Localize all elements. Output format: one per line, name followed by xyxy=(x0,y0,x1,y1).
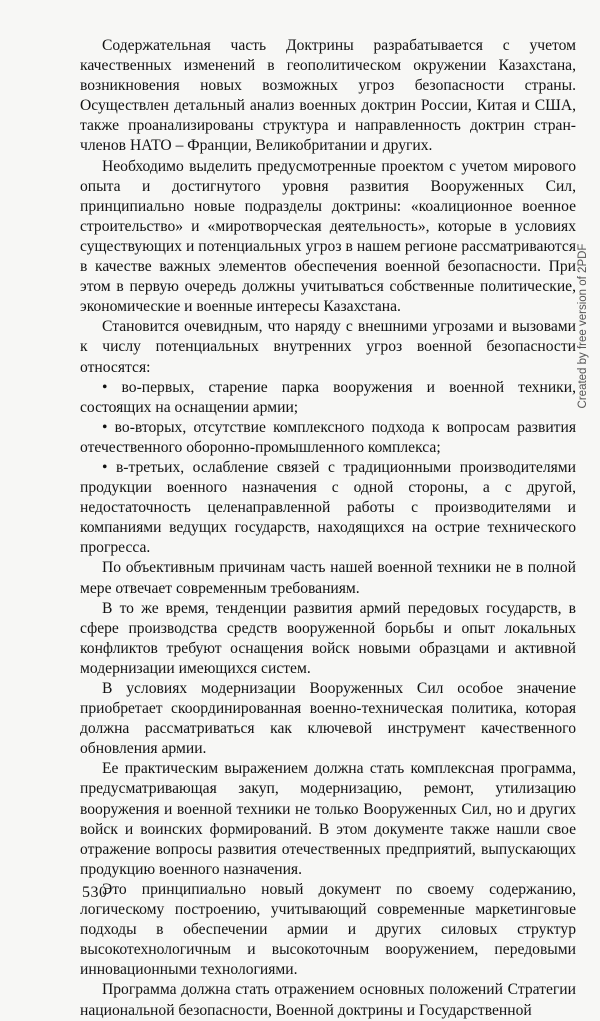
watermark-text: Created by free version of 2PDF xyxy=(577,243,589,409)
paragraph-9: Программа должна стать отражением основных положений Стратегии национальной безопасности, Военной доктрины и Государственной xyxy=(80,981,576,1019)
paragraph-5: В то же время, тенденции развития армий передовых государств, в сфере производства средств вооруженной борьбы и опыт локальных конфликтов требуют оснащения войск новыми образцами и активной модернизации имеющихся систем. xyxy=(80,599,576,677)
paragraph-6: В условиях модернизации Вооруженных Сил особое значение приобретает скоординированная военно-техническая политика, которая должна рассматриваться как ключевой инструмент качественного обновления армии. xyxy=(80,680,576,758)
paragraph-3: Становится очевидным, что наряду с внешними угрозами и вызовами к числу потенциальных внутренних угроз военной безопасности относятся: xyxy=(80,318,576,376)
page-number: 530 xyxy=(82,884,108,901)
paragraph-1: Содержательная часть Доктрины разрабатывается с учетом качественных изменений в геополитическом окружении Казахстана, возникновения новых возможных угроз безопасности страны. Осуществлен детальный анализ военных доктрин России, Китая и США, также проанализированы структура и направленность доктрин стран-членов НАТО – Франции, Великобритании и других. xyxy=(80,37,576,155)
paragraph-7: Ее практическим выражением должна стать комплексная программа, предусматривающая закуп, модернизацию, ремонт, утилизацию вооружения и военной техники не только Вооруженных Сил, но и других войск и воинских формирований. В этом документе также нашли свое отражение вопросы развития отечественных предприятий, выпускающих продукцию военного назначения. xyxy=(80,760,576,878)
page-body xyxy=(80,36,576,1021)
bullet-item-1: • во-первых, старение парка вооружения и военной техники, состоящих на оснащении армии; xyxy=(80,378,576,416)
paragraph-4: По объективным причинам часть нашей военной техники не в полной мере отвечает современным требованиям. xyxy=(80,559,576,597)
paragraph-8: Это принципиально новый документ по своему содержанию, логическому построению, учитывающий современные маркетинговые подходы в обеспечении армии и других силовых структур высокотехнологичным и высокоточным вооружением, передовыми инновационными технологиями. xyxy=(80,880,576,979)
bullet-item-2: • во-вторых, отсутствие комплексного подхода к вопросам развития отечественного оборонно-промышленного комплекса; xyxy=(80,418,576,456)
bullet-item-3: • в-третьих, ослабление связей с традиционными производителями продукции военного назначения с одной стороны, а с другой, недостаточность целенаправленной работы с производителями и компаниями ведущих государств, находящихся на острие технического прогресса. xyxy=(80,458,576,557)
paragraph-2: Необходимо выделить предусмотренные проектом с учетом мирового опыта и достигнутого уровня развития Вооруженных Сил, принципиально новые подразделы доктрины: «коалиционное военное строительство» и «миротворческая деятельность», которые в условиях существующих и потенциальных угроз в нашем регионе рассматриваются в качестве важных элементов обеспечения военной безопасности. При этом в первую очередь должны учитываться собственные политические, экономические и военные интересы Казахстана. xyxy=(80,157,576,316)
